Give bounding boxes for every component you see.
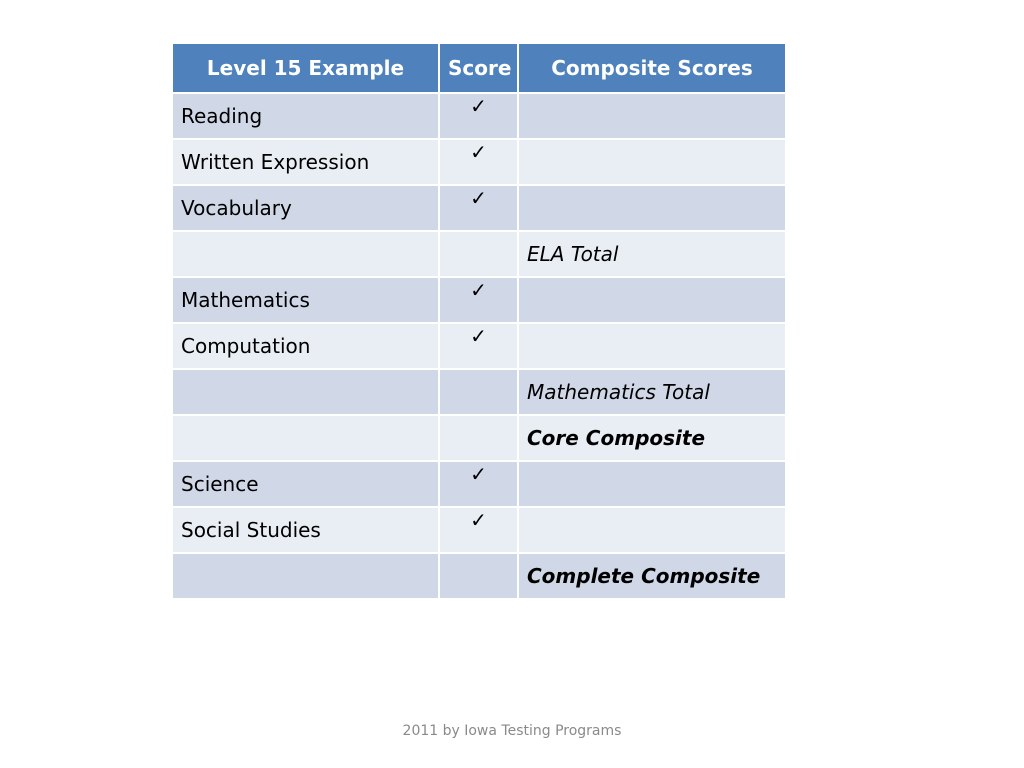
checkmark-icon: ✓ <box>439 461 518 507</box>
table-row <box>172 139 786 185</box>
table-row <box>172 323 786 369</box>
checkmark-icon: ✓ <box>439 507 518 553</box>
test-name-cell <box>172 231 439 277</box>
composite-cell <box>518 323 786 369</box>
checkmark-icon: ✓ <box>439 277 518 323</box>
test-name-cell <box>172 415 439 461</box>
composite-cell <box>518 93 786 139</box>
checkmark-icon: ✓ <box>439 323 518 369</box>
test-name-cell: Computation <box>172 323 439 369</box>
test-name-cell: Social Studies <box>172 507 439 553</box>
table-row <box>172 507 786 553</box>
score-cell <box>439 369 518 415</box>
table-header-row <box>172 43 786 93</box>
composite-cell <box>518 507 786 553</box>
header-composite-scores: Composite Scores <box>518 43 786 93</box>
composite-cell <box>518 277 786 323</box>
table-row <box>172 93 786 139</box>
test-name-cell: Science <box>172 461 439 507</box>
composite-cell: Complete Composite <box>518 553 786 599</box>
checkmark-icon: ✓ <box>439 139 518 185</box>
table-row <box>172 461 786 507</box>
score-cell <box>439 231 518 277</box>
test-name-cell <box>172 553 439 599</box>
table-row <box>172 277 786 323</box>
test-name-cell: Vocabulary <box>172 185 439 231</box>
table-row <box>172 415 786 461</box>
composite-cell: ELA Total <box>518 231 786 277</box>
composite-scores-table <box>171 42 787 600</box>
table-row <box>172 553 786 599</box>
header-score: Score <box>439 43 518 93</box>
composite-cell <box>518 461 786 507</box>
test-name-cell <box>172 369 439 415</box>
copyright-footer: 2011 by Iowa Testing Programs <box>402 723 622 739</box>
composite-cell: Core Composite <box>518 415 786 461</box>
table-row <box>172 185 786 231</box>
score-cell <box>439 415 518 461</box>
test-name-cell: Reading <box>172 93 439 139</box>
composite-cell: Mathematics Total <box>518 369 786 415</box>
test-name-cell: Written Expression <box>172 139 439 185</box>
header-level-example: Level 15 Example <box>172 43 439 93</box>
table-row <box>172 369 786 415</box>
composite-cell <box>518 139 786 185</box>
checkmark-icon: ✓ <box>439 185 518 231</box>
checkmark-icon: ✓ <box>439 93 518 139</box>
composite-cell <box>518 185 786 231</box>
score-cell <box>439 553 518 599</box>
test-name-cell: Mathematics <box>172 277 439 323</box>
table-row <box>172 231 786 277</box>
